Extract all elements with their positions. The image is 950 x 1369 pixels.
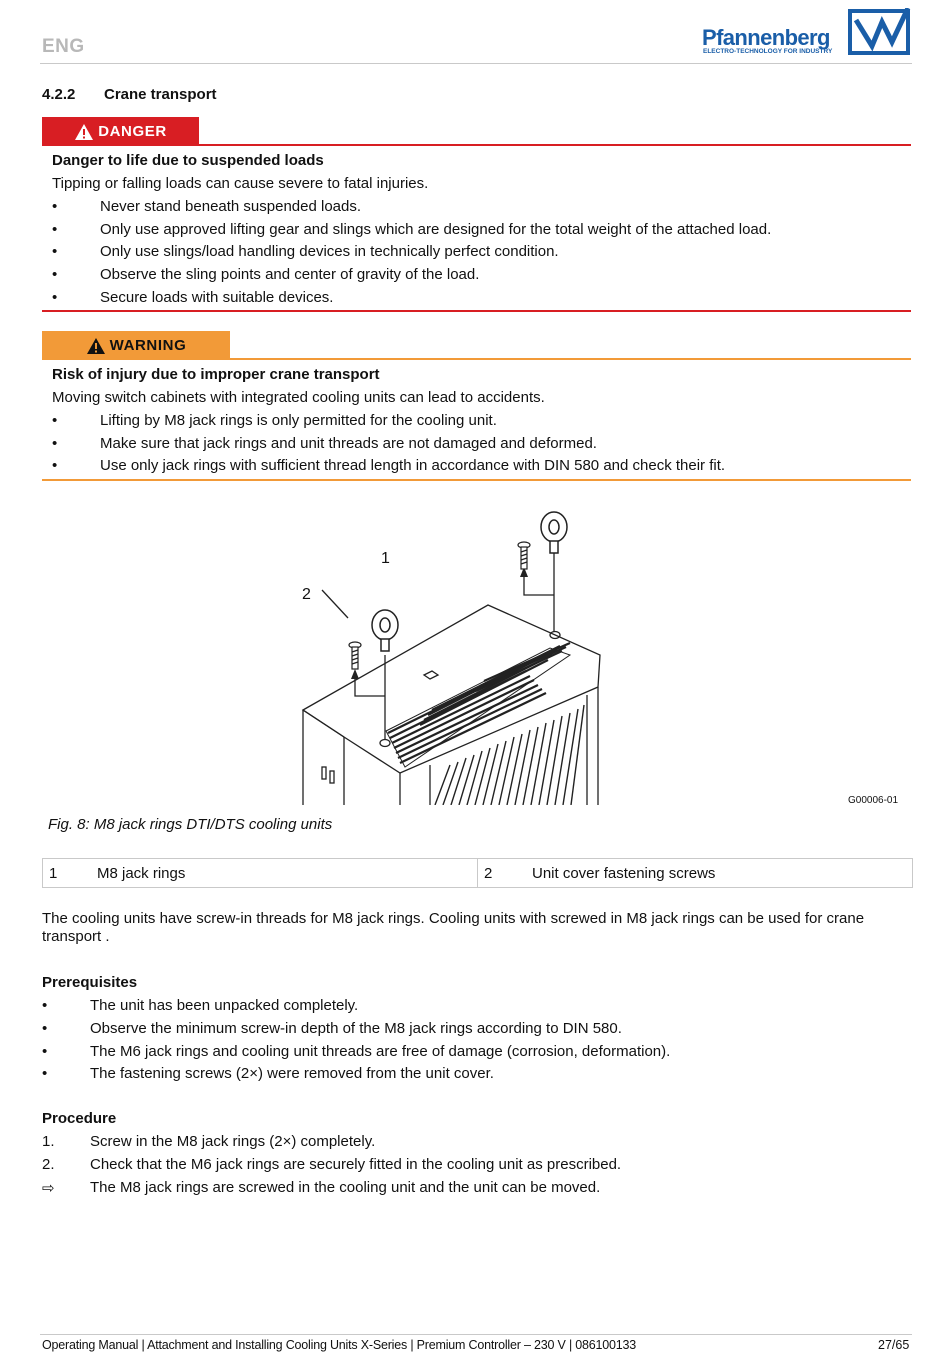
list-item: • Secure loads with suitable devices. xyxy=(52,289,334,306)
warning-intro: Moving switch cabinets with integrated cooling units can lead to accidents. xyxy=(52,389,545,406)
warning-badge xyxy=(42,331,230,360)
list-item: • The fastening screws (2×) were removed from the unit cover. xyxy=(42,1065,494,1082)
procedure-step: 1. Screw in the M8 jack rings (2×) completely. xyxy=(42,1133,376,1150)
page-number: 27/65 xyxy=(878,1338,910,1352)
procedure-step: 2. Check that the M6 jack rings are securely fitted in the cooling unit as prescribed. xyxy=(42,1156,622,1173)
warning-triangle-icon xyxy=(86,337,106,355)
footer-text: Operating Manual | Attachment and Installing Cooling Units X-Series | Premium Controller – 230 V | 086100133 xyxy=(42,1338,637,1352)
list-item: • Make sure that jack rings and unit threads are not damaged and deformed. xyxy=(52,435,597,452)
list-item: • Only use slings/load handling devices in technically perfect condition. xyxy=(52,243,559,260)
list-item: • The unit has been unpacked completely. xyxy=(42,997,359,1014)
callout-2: 2 xyxy=(302,586,311,603)
list-item: • Lifting by M8 jack rings is only permitted for the cooling unit. xyxy=(52,412,497,429)
warning-top-rule xyxy=(42,358,911,360)
list-item: • Observe the sling points and center of gravity of the load. xyxy=(52,266,480,283)
callout-1: 1 xyxy=(381,550,390,567)
list-item: • Observe the minimum screw-in depth of the M8 jack rings according to DIN 580. xyxy=(42,1020,622,1037)
warning-heading: Risk of injury due to improper crane transport xyxy=(52,366,380,383)
list-item: • Never stand beneath suspended loads. xyxy=(52,198,362,215)
warning-label: WARNING xyxy=(109,337,187,354)
legend-table xyxy=(42,858,913,888)
company-logo xyxy=(700,8,912,58)
cooling-unit-figure xyxy=(300,505,605,805)
list-item: • The M6 jack rings and cooling unit threads are free of damage (corrosion, deformation). xyxy=(42,1043,671,1060)
section-heading: Crane transport xyxy=(104,86,217,103)
body-paragraph: The cooling units have screw-in threads for M8 jack rings. Cooling units with screwed in M8 jack rings can be used for crane transport . xyxy=(42,910,865,945)
prerequisites-heading: Prerequisites xyxy=(42,974,138,991)
danger-label: DANGER xyxy=(98,123,167,140)
procedure-result: ⇨ The M8 jack rings are screwed in the cooling unit and the unit can be moved. xyxy=(42,1179,601,1197)
list-item: • Only use approved lifting gear and slings which are designed for the total weight of the attached load. xyxy=(52,221,772,238)
header-divider xyxy=(40,63,912,64)
procedure-heading: Procedure xyxy=(42,1110,117,1127)
logo-tagline: ELECTRO-TECHNOLOGY FOR INDUSTRY xyxy=(703,48,833,55)
logo-wordmark: Pfannenberg xyxy=(702,25,830,50)
figure-caption: Fig. 8: M8 jack rings DTI/DTS cooling units xyxy=(48,816,333,833)
footer-divider xyxy=(40,1334,912,1335)
danger-badge xyxy=(42,117,199,146)
logo-mark-icon xyxy=(848,8,912,56)
figure-code: G00006-01 xyxy=(848,795,899,806)
danger-top-rule xyxy=(42,144,911,146)
warning-triangle-icon xyxy=(74,123,94,141)
danger-bottom-rule xyxy=(42,310,911,312)
legend-cell: 2 Unit cover fastening screws xyxy=(477,859,912,887)
danger-heading: Danger to life due to suspended loads xyxy=(52,152,324,169)
language-label: ENG xyxy=(42,36,85,57)
section-number: 4.2.2 xyxy=(42,86,76,103)
section-title xyxy=(42,86,217,103)
list-item: • Use only jack rings with sufficient thread length in accordance with DIN 580 and check their fit. xyxy=(52,457,726,474)
legend-cell: 1 M8 jack rings xyxy=(49,864,186,882)
warning-bottom-rule xyxy=(42,479,911,481)
danger-intro: Tipping or falling loads can cause severe to fatal injuries. xyxy=(52,175,429,192)
result-arrow-icon: ⇨ xyxy=(42,1180,55,1197)
